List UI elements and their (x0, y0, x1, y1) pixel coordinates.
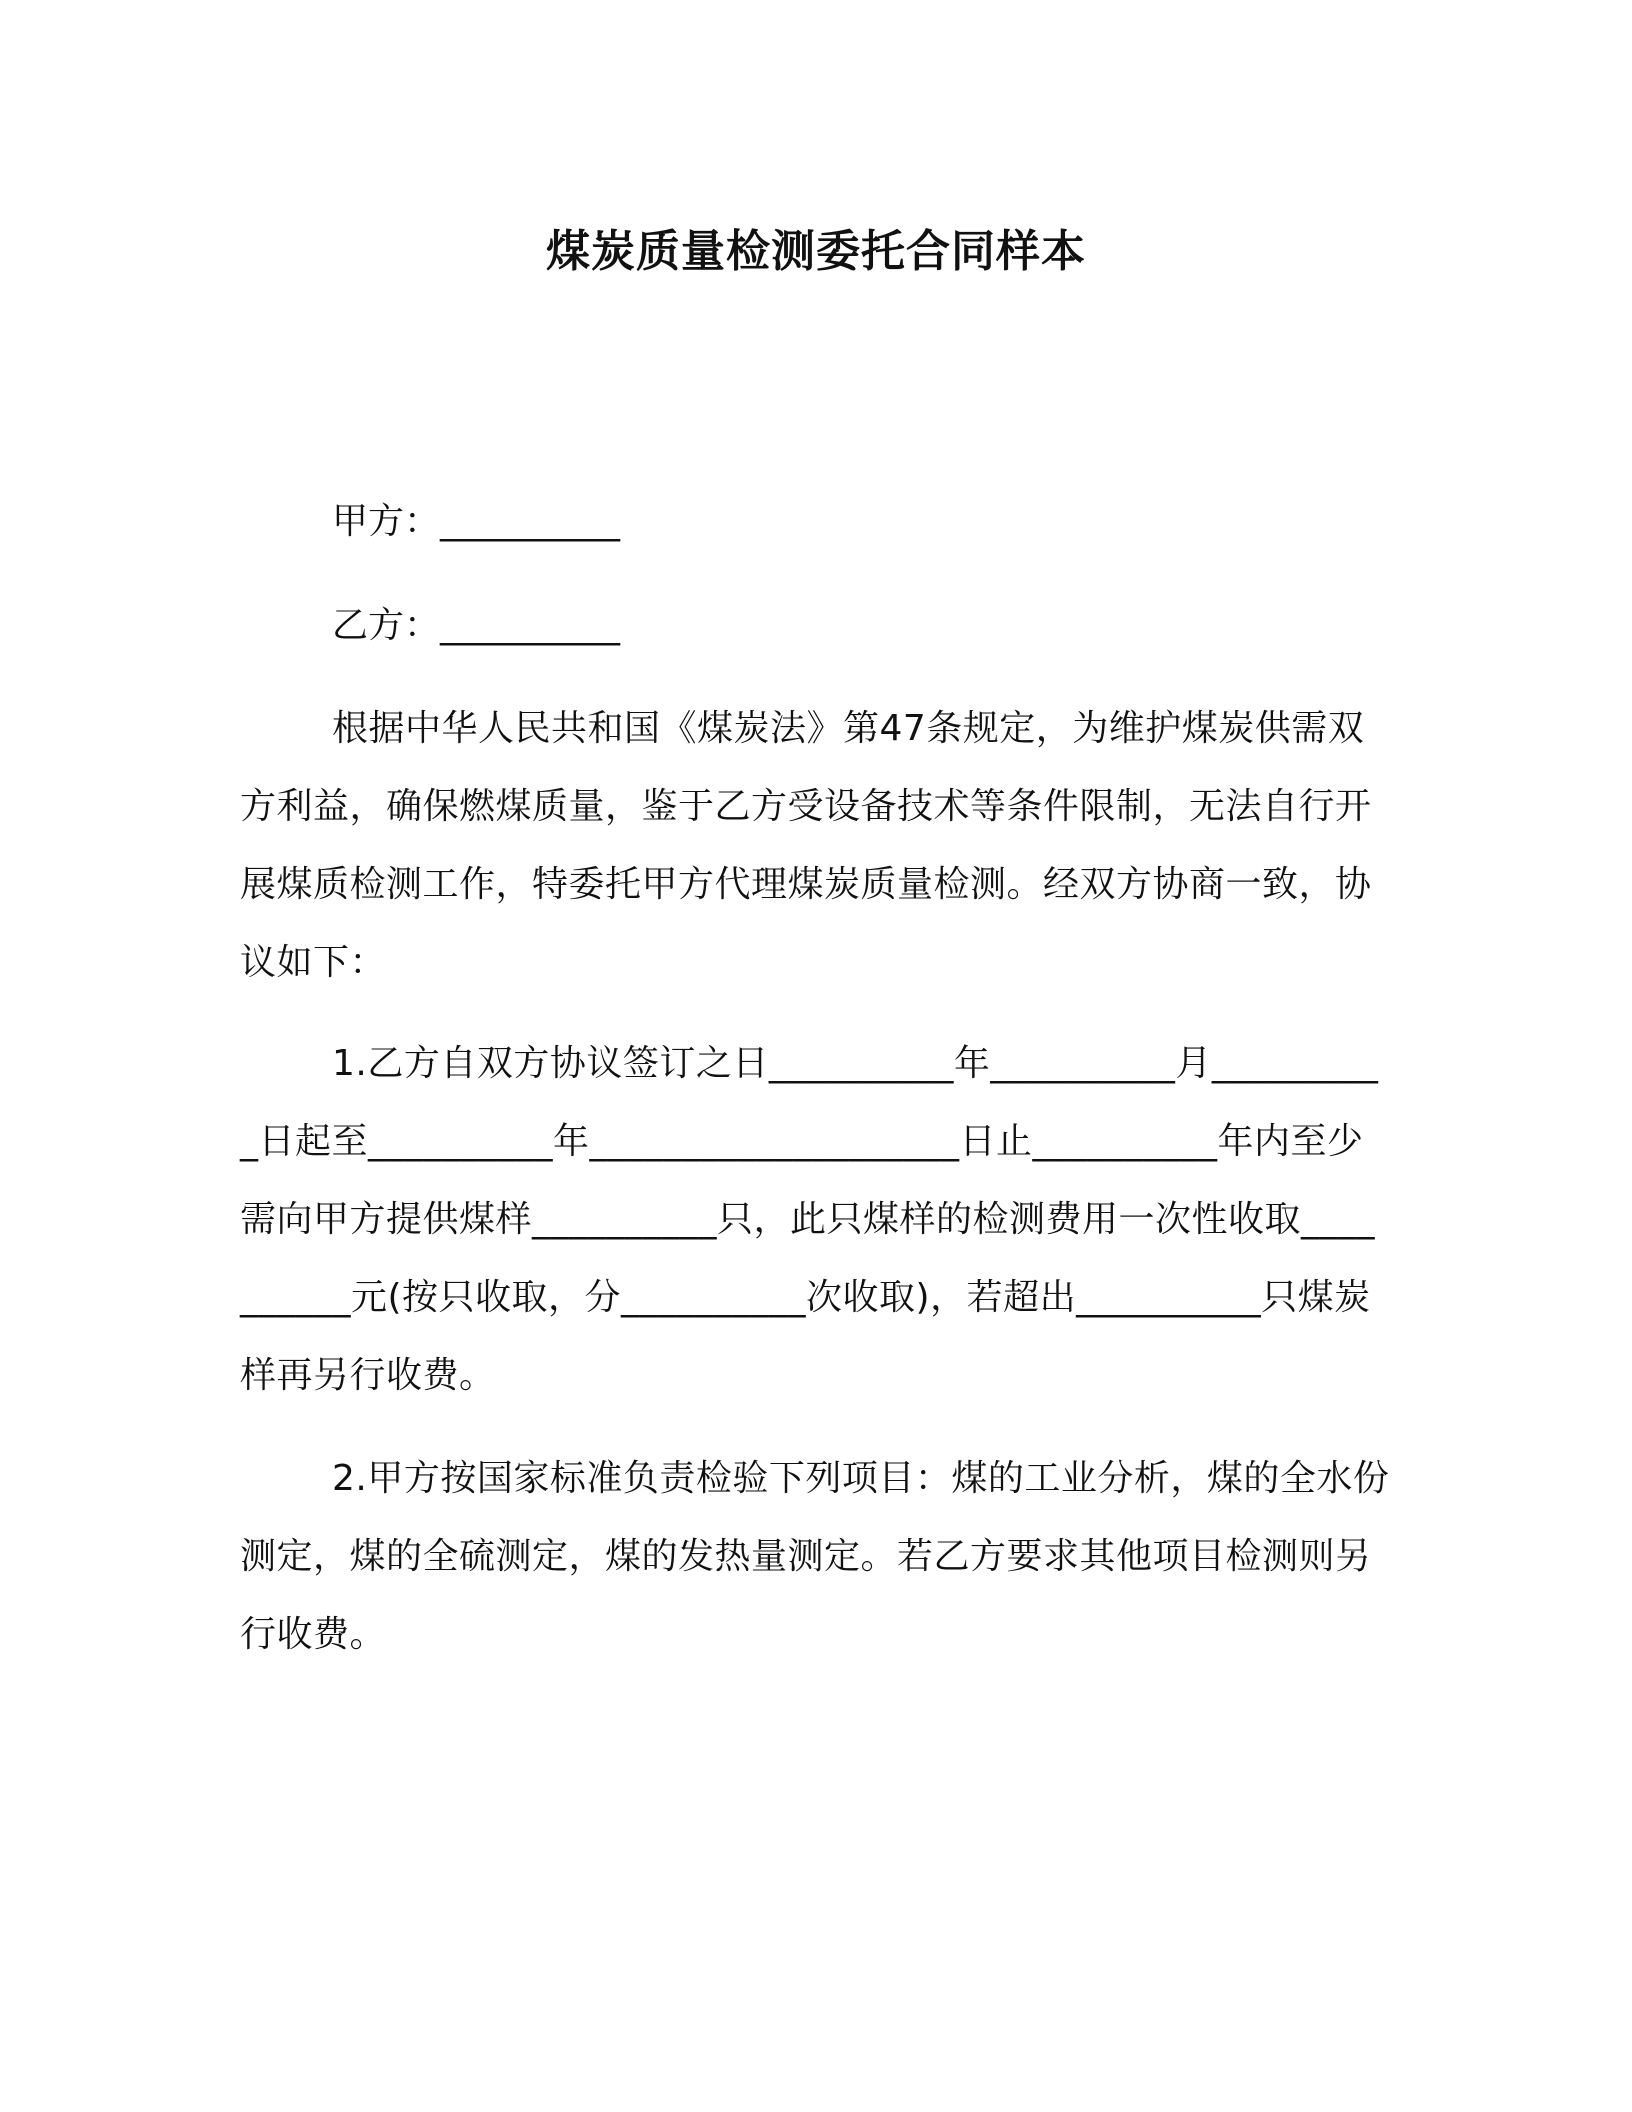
clause-1-paragraph: 1.乙方自双方协议签订之日__________年__________月__________日起至__________年____________________日止__________年内至少需向甲方提供煤样__________只，此只煤样的检测费用一次性收取__________元(按只收取，分__________次收取)，若超出__________只煤炭样再另行收费。 (240, 1043, 1379, 1396)
party-b-line: 乙方：__________ (332, 605, 621, 646)
document-title: 煤炭质量检测委托合同样本 (546, 226, 1086, 277)
clause-2-paragraph: 2.甲方按国家标准负责检验下列项目：煤的工业分析，煤的全水份测定，煤的全硫测定，煤的发热量测定。若乙方要求其他项目检测则另行收费。 (240, 1458, 1390, 1655)
party-a-line: 甲方：__________ (332, 501, 621, 542)
intro-paragraph: 根据中华人民共和国《煤炭法》第47条规定，为维护煤炭供需双方利益，确保燃煤质量，鉴于乙方受设备技术等条件限制，无法自行开展煤质检测工作，特委托甲方代理煤炭质量检测。经双方协商一致，协议如下： (240, 708, 1372, 983)
